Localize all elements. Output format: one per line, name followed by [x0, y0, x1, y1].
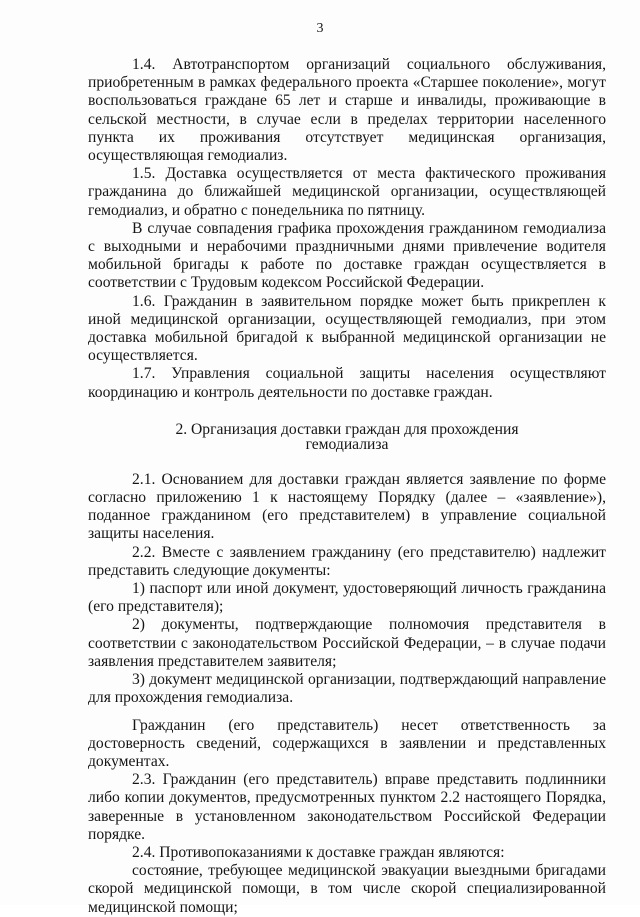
paragraph-responsibility: Гражданин (его представитель) несет ответственность за достоверность сведений, содержащихся в заявлении и представленных документах. — [88, 716, 606, 770]
paragraph-2-4: 2.4. Противопоказаниями к доставке граждан являются: — [132, 843, 505, 861]
paragraph-1-7: 1.7. Управления социальной защиты населения осуществляют координацию и контроль деятельности по доставке граждан. — [88, 365, 606, 401]
list-item-1: 1) паспорт или иной документ, удостоверяющий личность гражданина (его представителя); — [88, 580, 606, 616]
page-number: 3 — [316, 21, 324, 36]
list-item-2: 2) документы, подтверждающие полномочия представителя в соответствии с законодательством Российской Федерации, – в случае подачи заявления представителем заявителя; — [88, 616, 606, 670]
paragraph-contraindication: состояние, требующее медицинской эвакуации выездными бригадами скорой медицинской помощи, в том числе скорой специализированной медицинской помощи; — [88, 862, 606, 916]
section-heading — [88, 422, 606, 453]
paragraph-holiday-schedule: В случае совпадения графика прохождения гражданином гемодиализа с выходными и нерабочими праздничными днями привлечение водителя мобильной бригады к работе по доставке граждан осуществляется в соответствии с Трудовым кодексом Российской Федерации. — [88, 219, 606, 292]
paragraph-1-5: 1.5. Доставка осуществляется от места фактического проживания гражданина до ближайшей медицинской организации, осуществляющей гемодиализ, и обратно с понедельника по пятницу. — [88, 165, 606, 219]
paragraph-2-3: 2.3. Гражданин (его представитель) вправе представить подлинники либо копии документов, предусмотренных пунктом 2.2 настоящего Порядка, заверенные в установленном законодательством Российской Федерации порядке. — [88, 771, 606, 843]
section-heading-line2: гемодиализа — [305, 436, 389, 454]
paragraph-1-6: 1.6. Гражданин в заявительном порядке может быть прикреплен к иной медицинской организации, осуществляющей гемодиализ, при этом доставка мобильной бригадой к выбранной медицинской организации не осуществляется. — [88, 292, 606, 365]
paragraph-2-2: 2.2. Вместе с заявлением гражданину (его представителю) надлежит представить следующие документы: — [88, 543, 606, 579]
paragraph-1-4: 1.4. Автотранспортом организаций социального обслуживания, приобретенным в рамках федерального проекта «Старшее поколение», могут воспользоваться граждане 65 лет и старше и инвалиды, проживающие в сельской местности, в случае если в пределах территории населенного пункта их проживания отсутствует медицинская организация, осуществляющая гемодиализ. — [88, 56, 606, 165]
paragraph-2-1: 2.1. Основанием для доставки граждан является заявление по форме согласно приложению 1 к настоящему Порядку (далее – «заявление»), поданное гражданином (его представителем) в управление социальной защиты населения. — [88, 470, 606, 543]
list-item-3: 3) документ медицинской организации, подтверждающий направление для прохождения гемодиализа. — [88, 671, 606, 707]
document-body — [88, 56, 606, 917]
section-heading-line1: 2. Организация доставки граждан для прохождения — [175, 420, 519, 438]
